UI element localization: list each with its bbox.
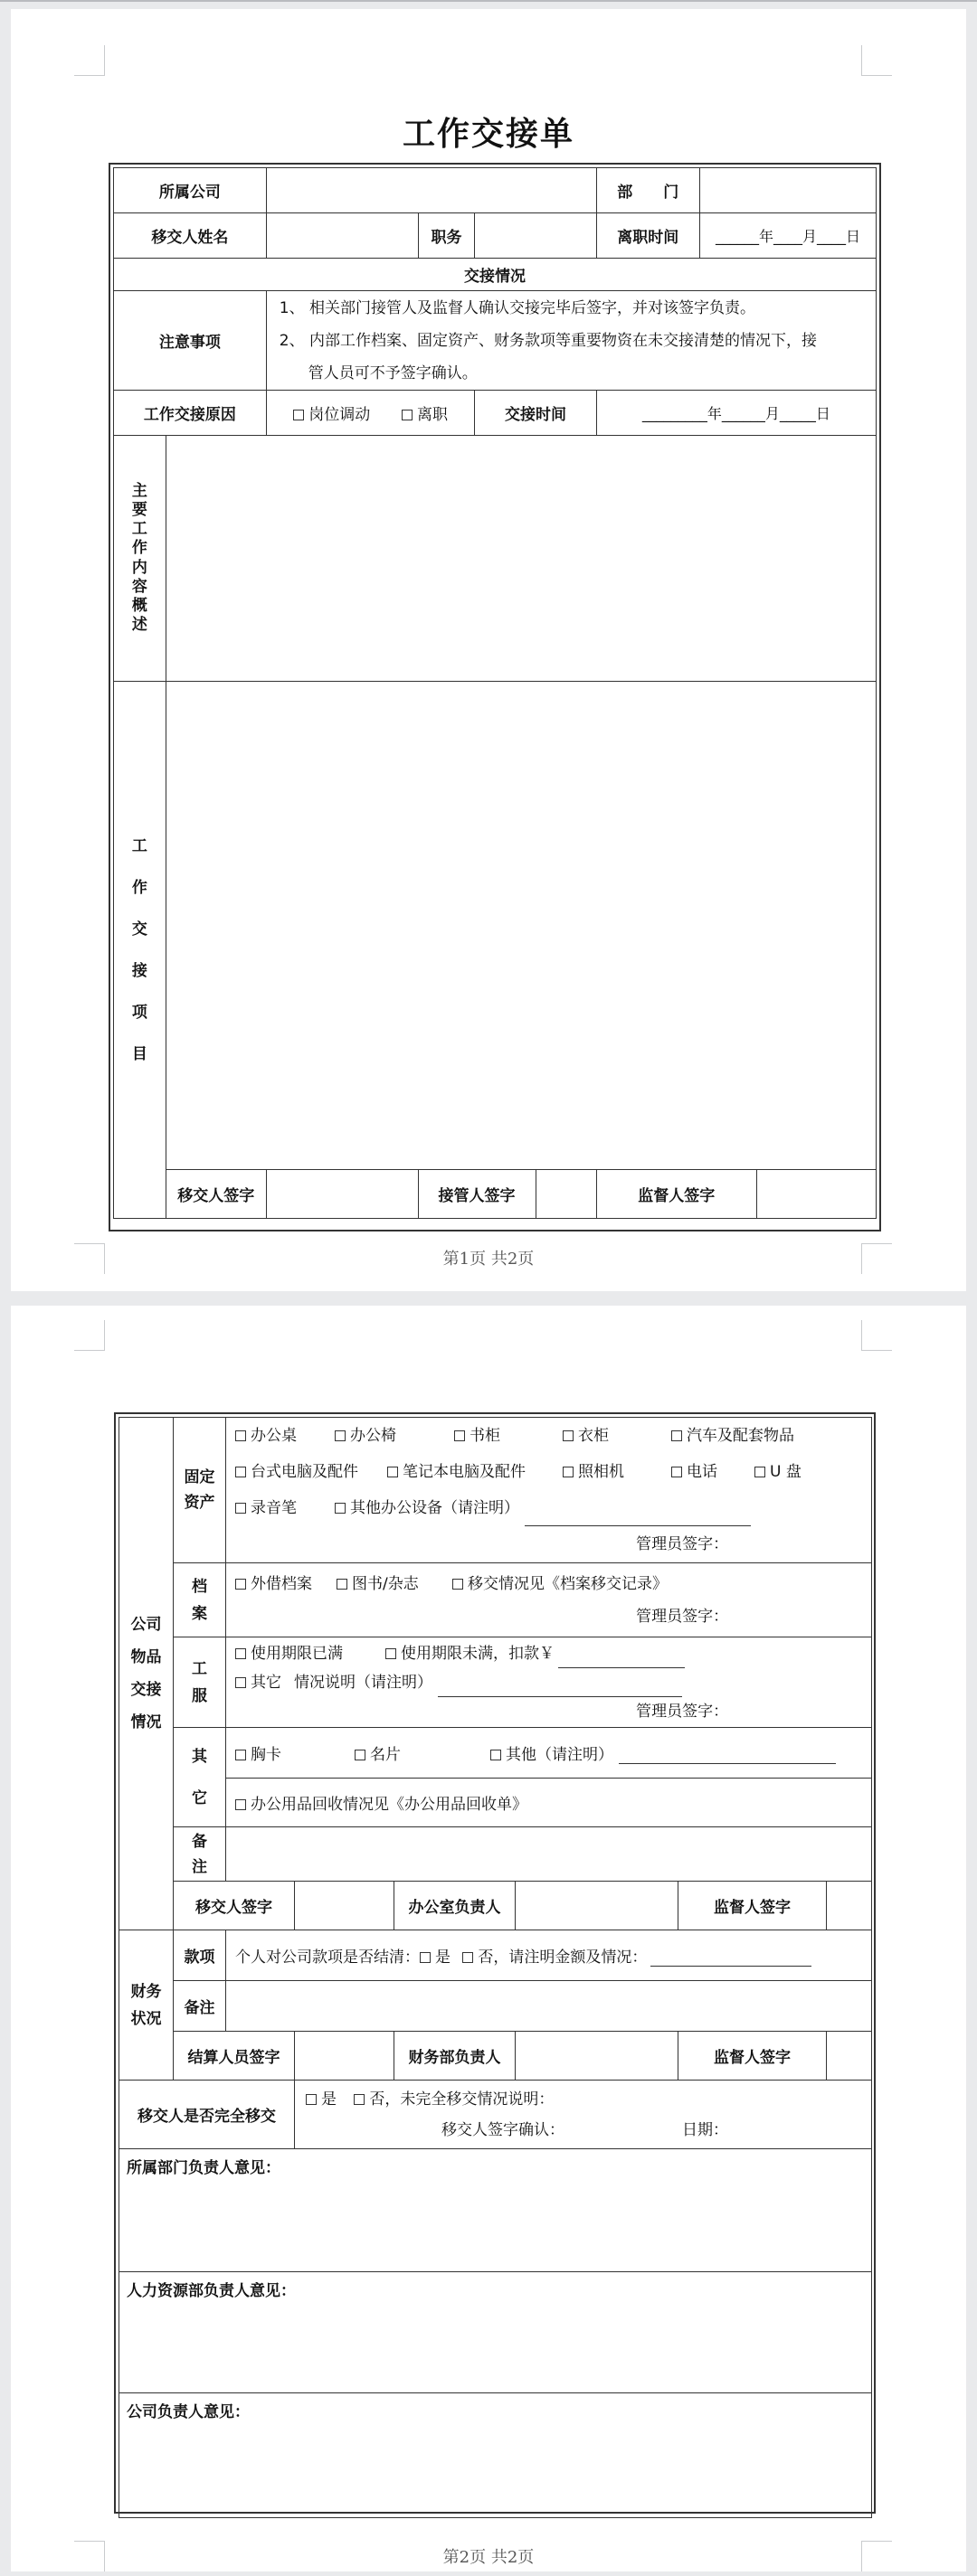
sign-finance-head-label: 财务部负责人 bbox=[394, 2032, 516, 2081]
checkbox-desk[interactable] bbox=[235, 1430, 246, 1441]
sign-settlement-label: 结算人员签字 bbox=[174, 2032, 295, 2081]
option-badge: 胸卡 bbox=[251, 1746, 281, 1764]
checkbox-card[interactable] bbox=[355, 1750, 365, 1760]
checkbox-payment-yes[interactable] bbox=[420, 1952, 431, 1963]
position-field[interactable] bbox=[475, 213, 596, 259]
checkbox-office-supplies[interactable] bbox=[235, 1799, 246, 1810]
checkbox-wardrobe[interactable] bbox=[563, 1430, 574, 1441]
archive-options bbox=[226, 1563, 872, 1637]
page-title: 工作交接单 bbox=[402, 116, 574, 153]
checkbox-uniform-expired[interactable] bbox=[235, 1648, 246, 1659]
goods-sign-office-field[interactable] bbox=[516, 1882, 678, 1930]
uniform-admin-sign: 管理员签字： bbox=[636, 1702, 729, 1721]
checkbox-borrowed-archive[interactable] bbox=[235, 1579, 246, 1590]
archive-admin-sign: 管理员签字： bbox=[636, 1607, 729, 1626]
other-item-line[interactable] bbox=[619, 1749, 836, 1764]
reason-options bbox=[266, 391, 475, 436]
option-complete-no: 否，未完全移交情况说明： bbox=[369, 2090, 555, 2109]
checkbox-other-equipment[interactable] bbox=[335, 1503, 346, 1514]
other-equipment-line[interactable] bbox=[525, 1511, 751, 1526]
corner-mark bbox=[861, 45, 892, 76]
option-bookcase: 书柜 bbox=[470, 1427, 500, 1445]
page-2 bbox=[11, 1306, 966, 2571]
archive-label: 档案 bbox=[174, 1563, 226, 1637]
checkbox-recorder[interactable] bbox=[235, 1503, 246, 1514]
option-usb: U 盘 bbox=[770, 1463, 802, 1481]
remark-label: 备注 bbox=[174, 1827, 226, 1882]
uniform-options bbox=[226, 1637, 872, 1728]
sign-handover-field[interactable] bbox=[266, 1170, 418, 1219]
checkbox-complete-no[interactable] bbox=[354, 2094, 365, 2105]
option-camera: 照相机 bbox=[578, 1463, 624, 1481]
notes-content bbox=[266, 291, 876, 391]
handover-date-field[interactable]: _________年______月_____日 bbox=[596, 391, 876, 436]
complete-label: 移交人是否完全移交 bbox=[119, 2081, 295, 2149]
goods-sign-supervisor-field[interactable] bbox=[827, 1882, 872, 1930]
checkbox-badge[interactable] bbox=[235, 1750, 246, 1760]
option-archive-record: 移交情况见《档案移交记录》 bbox=[468, 1574, 668, 1593]
sign-supervisor-label: 监督人签字 bbox=[596, 1170, 756, 1219]
option-desk: 办公桌 bbox=[251, 1427, 297, 1445]
note-1: 1、 相关部门接管人及监督人确认交接完毕后签字，并对该签字负责。 bbox=[279, 298, 755, 317]
main-content-field[interactable] bbox=[166, 436, 876, 682]
checkbox-phone[interactable] bbox=[671, 1467, 682, 1477]
handover-time-label: 交接时间 bbox=[475, 391, 596, 436]
page-footer-2: 第2页 共2页 bbox=[442, 2548, 535, 2567]
payment-question: 个人对公司款项是否结清： bbox=[235, 1949, 420, 1967]
work-items-field[interactable] bbox=[166, 682, 876, 1170]
handover-date-label: 日期： bbox=[682, 2120, 728, 2139]
company-field[interactable] bbox=[266, 168, 596, 213]
option-other-equipment: 其他办公设备（请注明） bbox=[350, 1499, 519, 1517]
dept-opinion-label: 所属部门负责人意见： bbox=[127, 2159, 280, 2177]
company-opinion-label: 公司负责人意见： bbox=[127, 2403, 250, 2421]
finance-remark-field[interactable] bbox=[226, 1981, 872, 2032]
dept-field[interactable] bbox=[699, 168, 876, 213]
option-payment-yes: 是 bbox=[435, 1949, 451, 1967]
handover-table-p2 bbox=[119, 1417, 872, 2518]
fixed-assets-admin-sign: 管理员签字： bbox=[636, 1535, 729, 1553]
checkbox-payment-no[interactable] bbox=[462, 1952, 473, 1963]
option-uniform-expired: 使用期限已满 bbox=[251, 1644, 343, 1663]
dept-label: 部 门 bbox=[596, 168, 699, 213]
reason-label: 工作交接原因 bbox=[114, 391, 267, 436]
sign-handover-label: 移交人签字 bbox=[166, 1170, 266, 1219]
option-other-item: 其他（请注明） bbox=[506, 1746, 613, 1764]
note-2b: 管人员可不予签字确认。 bbox=[308, 363, 478, 382]
page-1 bbox=[11, 9, 966, 1291]
option-payment-no: 否，请注明金额及情况： bbox=[478, 1949, 648, 1967]
complete-options bbox=[295, 2081, 872, 2149]
payment-detail-line[interactable] bbox=[650, 1951, 811, 1967]
reason-checkbox-transfer[interactable] bbox=[293, 410, 304, 420]
finance-remark-label: 备注 bbox=[174, 1981, 226, 2032]
goods-sign-handover-field[interactable] bbox=[295, 1882, 394, 1930]
dept-opinion[interactable] bbox=[119, 2149, 872, 2272]
deduct-amount-line[interactable] bbox=[558, 1653, 685, 1668]
other-options bbox=[226, 1728, 872, 1779]
finance-label: 财务状况 bbox=[119, 1930, 174, 2081]
work-items-label: 工作交接项目 bbox=[114, 682, 166, 1219]
fixed-assets-options bbox=[226, 1418, 872, 1563]
corner-mark bbox=[861, 1320, 892, 1351]
goods-sign-handover-label: 移交人签字 bbox=[174, 1882, 295, 1930]
notes-label: 注意事项 bbox=[114, 291, 267, 391]
company-opinion[interactable] bbox=[119, 2393, 872, 2518]
option-complete-yes: 是 bbox=[321, 2090, 337, 2109]
option-recorder: 录音笔 bbox=[251, 1499, 297, 1517]
reason-option-transfer: 岗位调动 bbox=[308, 406, 371, 424]
payment-options bbox=[226, 1930, 872, 1981]
corner-mark bbox=[74, 1320, 105, 1351]
note-2a: 2、 内部工作档案、固定资产、财务款项等重要物资在未交接清楚的情况下，接 bbox=[279, 331, 817, 350]
main-content-label: 主要工作内容概述 bbox=[114, 436, 166, 682]
option-desktop: 台式电脑及配件 bbox=[251, 1463, 358, 1481]
option-wardrobe: 衣柜 bbox=[578, 1427, 609, 1445]
uniform-label: 工服 bbox=[174, 1637, 226, 1728]
option-office-supplies: 办公用品回收情况见《办公用品回收单》 bbox=[251, 1796, 527, 1814]
sign-settlement-field[interactable] bbox=[295, 2032, 394, 2081]
option-uniform-deduct: 使用期限未满，扣款￥ bbox=[401, 1644, 555, 1663]
payment-label: 款项 bbox=[174, 1930, 226, 1981]
finance-sign-supervisor-label: 监督人签字 bbox=[678, 2032, 827, 2081]
checkbox-bookcase[interactable] bbox=[454, 1430, 465, 1441]
checkbox-car[interactable] bbox=[671, 1430, 682, 1441]
option-chair: 办公椅 bbox=[350, 1427, 396, 1445]
option-card: 名片 bbox=[370, 1746, 401, 1764]
option-uniform-explain: 情况说明（请注明） bbox=[294, 1673, 432, 1692]
checkbox-desktop[interactable] bbox=[235, 1467, 246, 1477]
uniform-explain-line[interactable] bbox=[438, 1682, 682, 1697]
situation-header: 交接情况 bbox=[114, 259, 877, 291]
reason-option-resign: 离职 bbox=[417, 406, 449, 424]
position-label: 职务 bbox=[418, 213, 475, 259]
goods-sign-supervisor-label: 监督人签字 bbox=[678, 1882, 827, 1930]
option-car: 汽车及配套物品 bbox=[687, 1427, 794, 1445]
sign-finance-head-field[interactable] bbox=[516, 2032, 678, 2081]
corner-mark bbox=[74, 45, 105, 76]
hr-opinion-label: 人力资源部负责人意见： bbox=[127, 2282, 296, 2300]
option-borrowed-archive: 外借档案 bbox=[251, 1574, 312, 1593]
checkbox-laptop[interactable] bbox=[387, 1467, 398, 1477]
window-top-border bbox=[0, 0, 977, 2]
checkbox-complete-yes[interactable] bbox=[306, 2094, 317, 2105]
handover-name-label: 移交人姓名 bbox=[114, 213, 267, 259]
option-laptop: 笔记本电脑及配件 bbox=[403, 1463, 526, 1481]
resign-date-field[interactable]: ______年____月____日 bbox=[699, 213, 876, 259]
option-books: 图书/杂志 bbox=[352, 1574, 419, 1593]
checkbox-uniform-deduct[interactable] bbox=[385, 1648, 396, 1659]
office-supplies-option bbox=[226, 1779, 872, 1827]
company-label: 所属公司 bbox=[114, 168, 267, 213]
checkbox-books[interactable] bbox=[337, 1579, 347, 1590]
checkbox-usb[interactable] bbox=[754, 1467, 765, 1477]
handover-confirm-label: 移交人签字确认： bbox=[441, 2120, 564, 2139]
other-label: 其它 bbox=[174, 1728, 226, 1827]
sign-receiver-field[interactable] bbox=[536, 1170, 596, 1219]
option-phone: 电话 bbox=[687, 1463, 717, 1481]
fixed-assets-label: 固定资产 bbox=[174, 1418, 226, 1563]
sign-supervisor-field[interactable] bbox=[756, 1170, 876, 1219]
reason-checkbox-resign[interactable] bbox=[402, 410, 413, 420]
checkbox-archive-record[interactable] bbox=[452, 1579, 463, 1590]
handover-table-p1 bbox=[113, 167, 877, 1219]
checkbox-other-item[interactable] bbox=[490, 1750, 501, 1760]
hr-opinion[interactable] bbox=[119, 2272, 872, 2393]
goods-label: 公司物品交接情况 bbox=[119, 1418, 174, 1930]
remark-field[interactable] bbox=[226, 1827, 872, 1882]
finance-sign-supervisor-field[interactable] bbox=[827, 2032, 872, 2081]
page-footer-1: 第1页 共2页 bbox=[442, 1250, 535, 1269]
checkbox-chair[interactable] bbox=[335, 1430, 346, 1441]
goods-sign-office-label: 办公室负责人 bbox=[394, 1882, 516, 1930]
checkbox-camera[interactable] bbox=[563, 1467, 574, 1477]
checkbox-uniform-other[interactable] bbox=[235, 1677, 246, 1688]
sign-receiver-label: 接管人签字 bbox=[418, 1170, 536, 1219]
handover-name-field[interactable] bbox=[266, 213, 418, 259]
option-uniform-other: 其它 bbox=[251, 1673, 281, 1692]
resign-time-label: 离职时间 bbox=[596, 213, 699, 259]
